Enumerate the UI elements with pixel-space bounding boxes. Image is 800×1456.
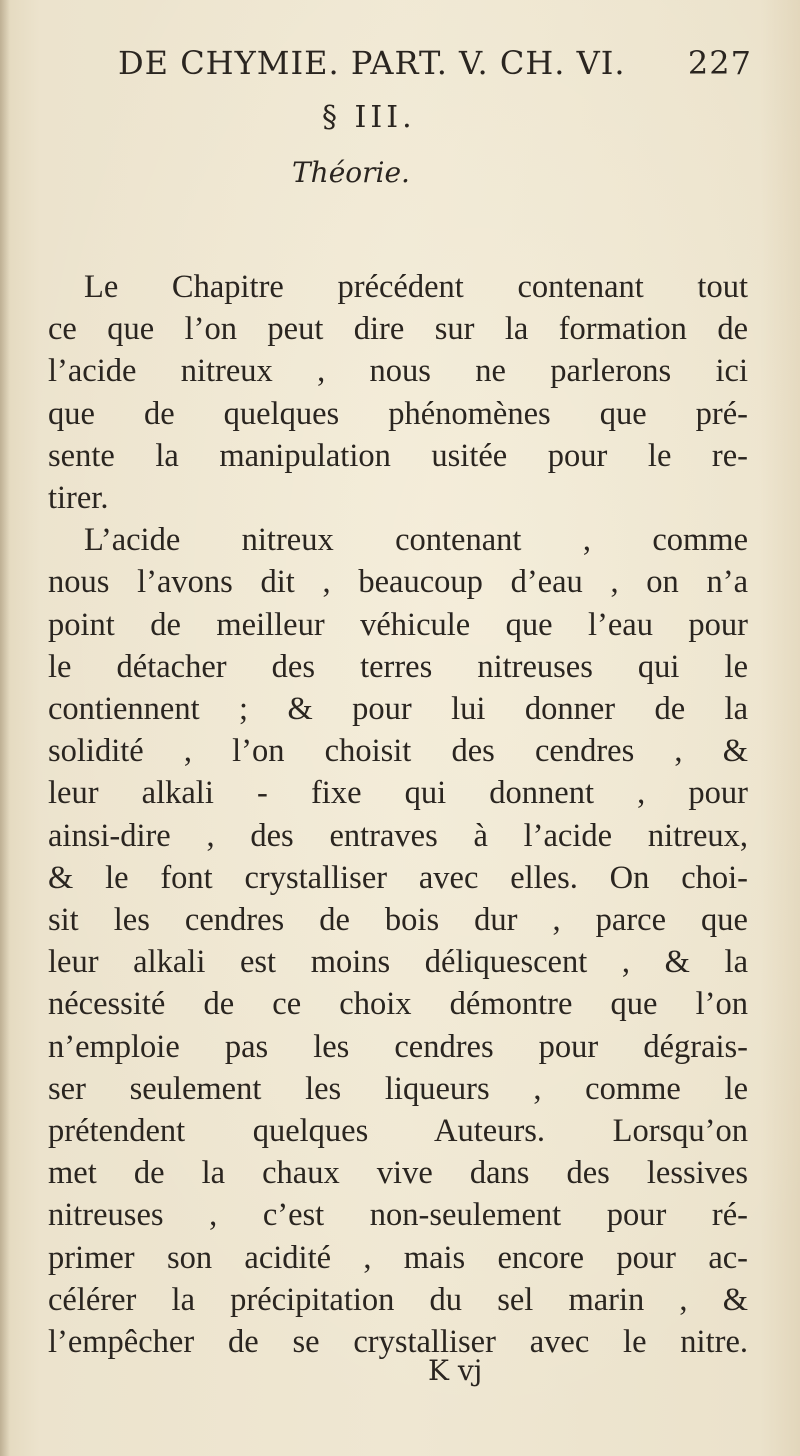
text-line: met de la chaux vive dans des lessives: [48, 1155, 748, 1192]
text-line: prétendent quelques Auteurs. Lorsqu’on: [48, 1113, 748, 1150]
text-line: nous l’avons dit , beaucoup d’eau , on n’a: [48, 564, 748, 601]
signature-mark: K vj: [428, 1354, 483, 1387]
text-line: point de meilleur véhicule que l’eau pour: [48, 606, 748, 643]
running-head: DE CHYMIE. PART. V. CH. VI.: [118, 44, 626, 82]
text-line: le détacher des terres nitreuses qui le: [48, 648, 748, 685]
page-number: 227: [687, 44, 752, 82]
section-subtitle: Théorie.: [292, 156, 410, 189]
section-heading: § III.: [322, 100, 416, 135]
text-line: l’acide nitreux , nous ne parlerons ici: [48, 353, 748, 390]
running-header: [118, 44, 752, 82]
text-line: primer son acidité , mais encore pour ac-: [48, 1239, 748, 1276]
text-line: Le Chapitre précédent contenant tout: [84, 269, 748, 305]
spine-shadow: [0, 0, 10, 1456]
text-line: ainsi-dire , des entraves à l’acide nitreux,: [48, 817, 748, 854]
text-line: leur alkali est moins déliquescent , & la: [48, 944, 748, 981]
text-line: sit les cendres de bois dur , parce que: [48, 902, 748, 939]
text-line: nitreuses , c’est non-seulement pour ré-: [48, 1197, 748, 1234]
text-line: l’empêcher de se crystalliser avec le nitre.: [48, 1324, 748, 1361]
text-line: célérer la précipitation du sel marin , &: [48, 1281, 748, 1318]
text-line: & le font crystalliser avec elles. On choi-: [48, 859, 748, 896]
text-line: ser seulement les liqueurs , comme le: [48, 1070, 748, 1107]
text-line: solidité , l’on choisit des cendres , &: [48, 733, 748, 770]
text-line: sente la manipulation usitée pour le re-: [48, 437, 748, 474]
text-line: L’acide nitreux contenant , comme: [84, 522, 748, 559]
text-line: tirer.: [48, 480, 109, 517]
text-line: n’emploie pas les cendres pour dégrais-: [48, 1028, 748, 1065]
text-line: que de quelques phénomènes que pré-: [48, 395, 748, 432]
text-line: contiennent ; & pour lui donner de la: [48, 691, 748, 728]
text-line: ce que l’on peut dire sur la formation de: [48, 311, 748, 348]
text-line: nécessité de ce choix démontre que l’on: [48, 986, 748, 1023]
body-text: [48, 266, 748, 1363]
text-line: leur alkali - fixe qui donnent , pour: [48, 775, 748, 812]
